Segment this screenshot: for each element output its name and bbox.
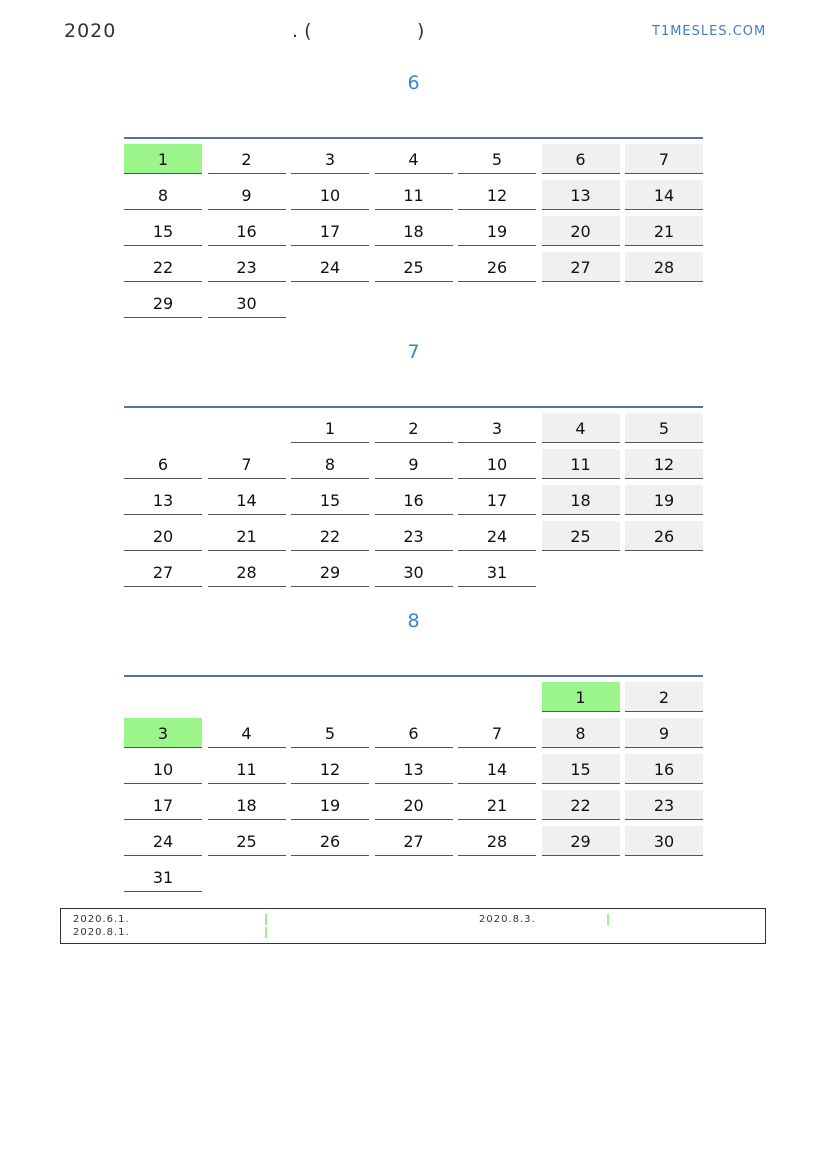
day-cell: 11 bbox=[208, 754, 286, 784]
day-cell: 31 bbox=[124, 862, 202, 892]
month-rule bbox=[124, 406, 703, 408]
legend-date: 2020.6.1. bbox=[73, 914, 130, 925]
day-cell: 4 bbox=[375, 144, 453, 174]
day-cell: 9 bbox=[625, 718, 703, 748]
day-cell: 15 bbox=[542, 754, 620, 784]
day-cell: 5 bbox=[458, 144, 536, 174]
day-cell: 12 bbox=[625, 449, 703, 479]
day-cell: 7 bbox=[208, 449, 286, 479]
day-cell: 4 bbox=[542, 413, 620, 443]
title-punctuation-open: . ( bbox=[292, 20, 312, 42]
day-cell: 26 bbox=[625, 521, 703, 551]
day-cell: 14 bbox=[458, 754, 536, 784]
day-cell: 29 bbox=[542, 826, 620, 856]
day-cell: 21 bbox=[458, 790, 536, 820]
day-cell: 21 bbox=[208, 521, 286, 551]
day-cell: 16 bbox=[375, 485, 453, 515]
day-cell: 9 bbox=[375, 449, 453, 479]
day-cell: 10 bbox=[124, 754, 202, 784]
legend-date: 2020.8.1. bbox=[73, 927, 130, 938]
month-rule bbox=[124, 137, 703, 139]
day-cell: 23 bbox=[375, 521, 453, 551]
day-cell: 24 bbox=[458, 521, 536, 551]
day-cell: 20 bbox=[375, 790, 453, 820]
day-cell: 27 bbox=[375, 826, 453, 856]
holiday-legend bbox=[60, 908, 766, 944]
day-cell: 18 bbox=[208, 790, 286, 820]
day-cell: 2 bbox=[208, 144, 286, 174]
legend-date: 2020.8.3. bbox=[479, 914, 536, 925]
page-header bbox=[0, 20, 827, 48]
day-cell: 13 bbox=[375, 754, 453, 784]
day-cell: 31 bbox=[458, 557, 536, 587]
day-cell: 19 bbox=[625, 485, 703, 515]
title-punctuation-close: ) bbox=[417, 20, 425, 42]
day-cell: 29 bbox=[124, 288, 202, 318]
day-cell: 1 bbox=[124, 144, 202, 174]
day-cell: 27 bbox=[124, 557, 202, 587]
day-cell: 7 bbox=[625, 144, 703, 174]
holiday-marker-icon bbox=[265, 914, 267, 925]
month-title: 8 bbox=[407, 610, 420, 632]
day-cell: 10 bbox=[458, 449, 536, 479]
day-cell: 23 bbox=[625, 790, 703, 820]
day-cell: 6 bbox=[542, 144, 620, 174]
day-cell: 9 bbox=[208, 180, 286, 210]
day-cell: 2 bbox=[375, 413, 453, 443]
day-cell: 13 bbox=[124, 485, 202, 515]
day-cell: 3 bbox=[458, 413, 536, 443]
day-cell: 24 bbox=[291, 252, 369, 282]
day-cell: 20 bbox=[542, 216, 620, 246]
day-cell: 3 bbox=[291, 144, 369, 174]
day-cell: 3 bbox=[124, 718, 202, 748]
day-cell: 22 bbox=[291, 521, 369, 551]
day-cell: 1 bbox=[291, 413, 369, 443]
day-cell: 30 bbox=[625, 826, 703, 856]
day-cell: 30 bbox=[375, 557, 453, 587]
day-cell: 18 bbox=[375, 216, 453, 246]
day-cell: 28 bbox=[625, 252, 703, 282]
day-cell: 14 bbox=[625, 180, 703, 210]
day-cell: 13 bbox=[542, 180, 620, 210]
day-cell: 5 bbox=[625, 413, 703, 443]
day-cell: 17 bbox=[291, 216, 369, 246]
year-label: 2020 bbox=[64, 20, 117, 42]
day-cell: 15 bbox=[291, 485, 369, 515]
day-cell: 10 bbox=[291, 180, 369, 210]
day-cell: 25 bbox=[542, 521, 620, 551]
day-cell: 28 bbox=[208, 557, 286, 587]
day-cell: 16 bbox=[625, 754, 703, 784]
month-title: 7 bbox=[407, 341, 420, 363]
day-cell: 12 bbox=[458, 180, 536, 210]
day-cell: 6 bbox=[375, 718, 453, 748]
day-cell: 24 bbox=[124, 826, 202, 856]
day-cell: 8 bbox=[542, 718, 620, 748]
day-cell: 16 bbox=[208, 216, 286, 246]
day-cell: 26 bbox=[291, 826, 369, 856]
day-cell: 18 bbox=[542, 485, 620, 515]
day-cell: 28 bbox=[458, 826, 536, 856]
holiday-marker-icon bbox=[607, 914, 609, 925]
day-cell: 19 bbox=[291, 790, 369, 820]
day-cell: 4 bbox=[208, 718, 286, 748]
day-cell: 11 bbox=[542, 449, 620, 479]
day-cell: 11 bbox=[375, 180, 453, 210]
day-cell: 20 bbox=[124, 521, 202, 551]
month-rule bbox=[124, 675, 703, 677]
month-title: 6 bbox=[407, 72, 420, 94]
day-cell: 7 bbox=[458, 718, 536, 748]
day-cell: 12 bbox=[291, 754, 369, 784]
day-cell: 21 bbox=[625, 216, 703, 246]
day-cell: 25 bbox=[375, 252, 453, 282]
day-cell: 8 bbox=[291, 449, 369, 479]
day-cell: 29 bbox=[291, 557, 369, 587]
holiday-marker-icon bbox=[265, 927, 267, 938]
day-cell: 8 bbox=[124, 180, 202, 210]
day-cell: 15 bbox=[124, 216, 202, 246]
day-cell: 5 bbox=[291, 718, 369, 748]
day-cell: 19 bbox=[458, 216, 536, 246]
day-cell: 17 bbox=[124, 790, 202, 820]
site-link[interactable]: T1MESLES.COM bbox=[652, 24, 767, 39]
day-cell: 27 bbox=[542, 252, 620, 282]
day-cell: 6 bbox=[124, 449, 202, 479]
day-cell: 14 bbox=[208, 485, 286, 515]
day-cell: 25 bbox=[208, 826, 286, 856]
day-cell: 22 bbox=[124, 252, 202, 282]
day-cell: 2 bbox=[625, 682, 703, 712]
day-cell: 26 bbox=[458, 252, 536, 282]
day-cell: 1 bbox=[542, 682, 620, 712]
day-cell: 17 bbox=[458, 485, 536, 515]
day-cell: 23 bbox=[208, 252, 286, 282]
day-cell: 30 bbox=[208, 288, 286, 318]
day-cell: 22 bbox=[542, 790, 620, 820]
